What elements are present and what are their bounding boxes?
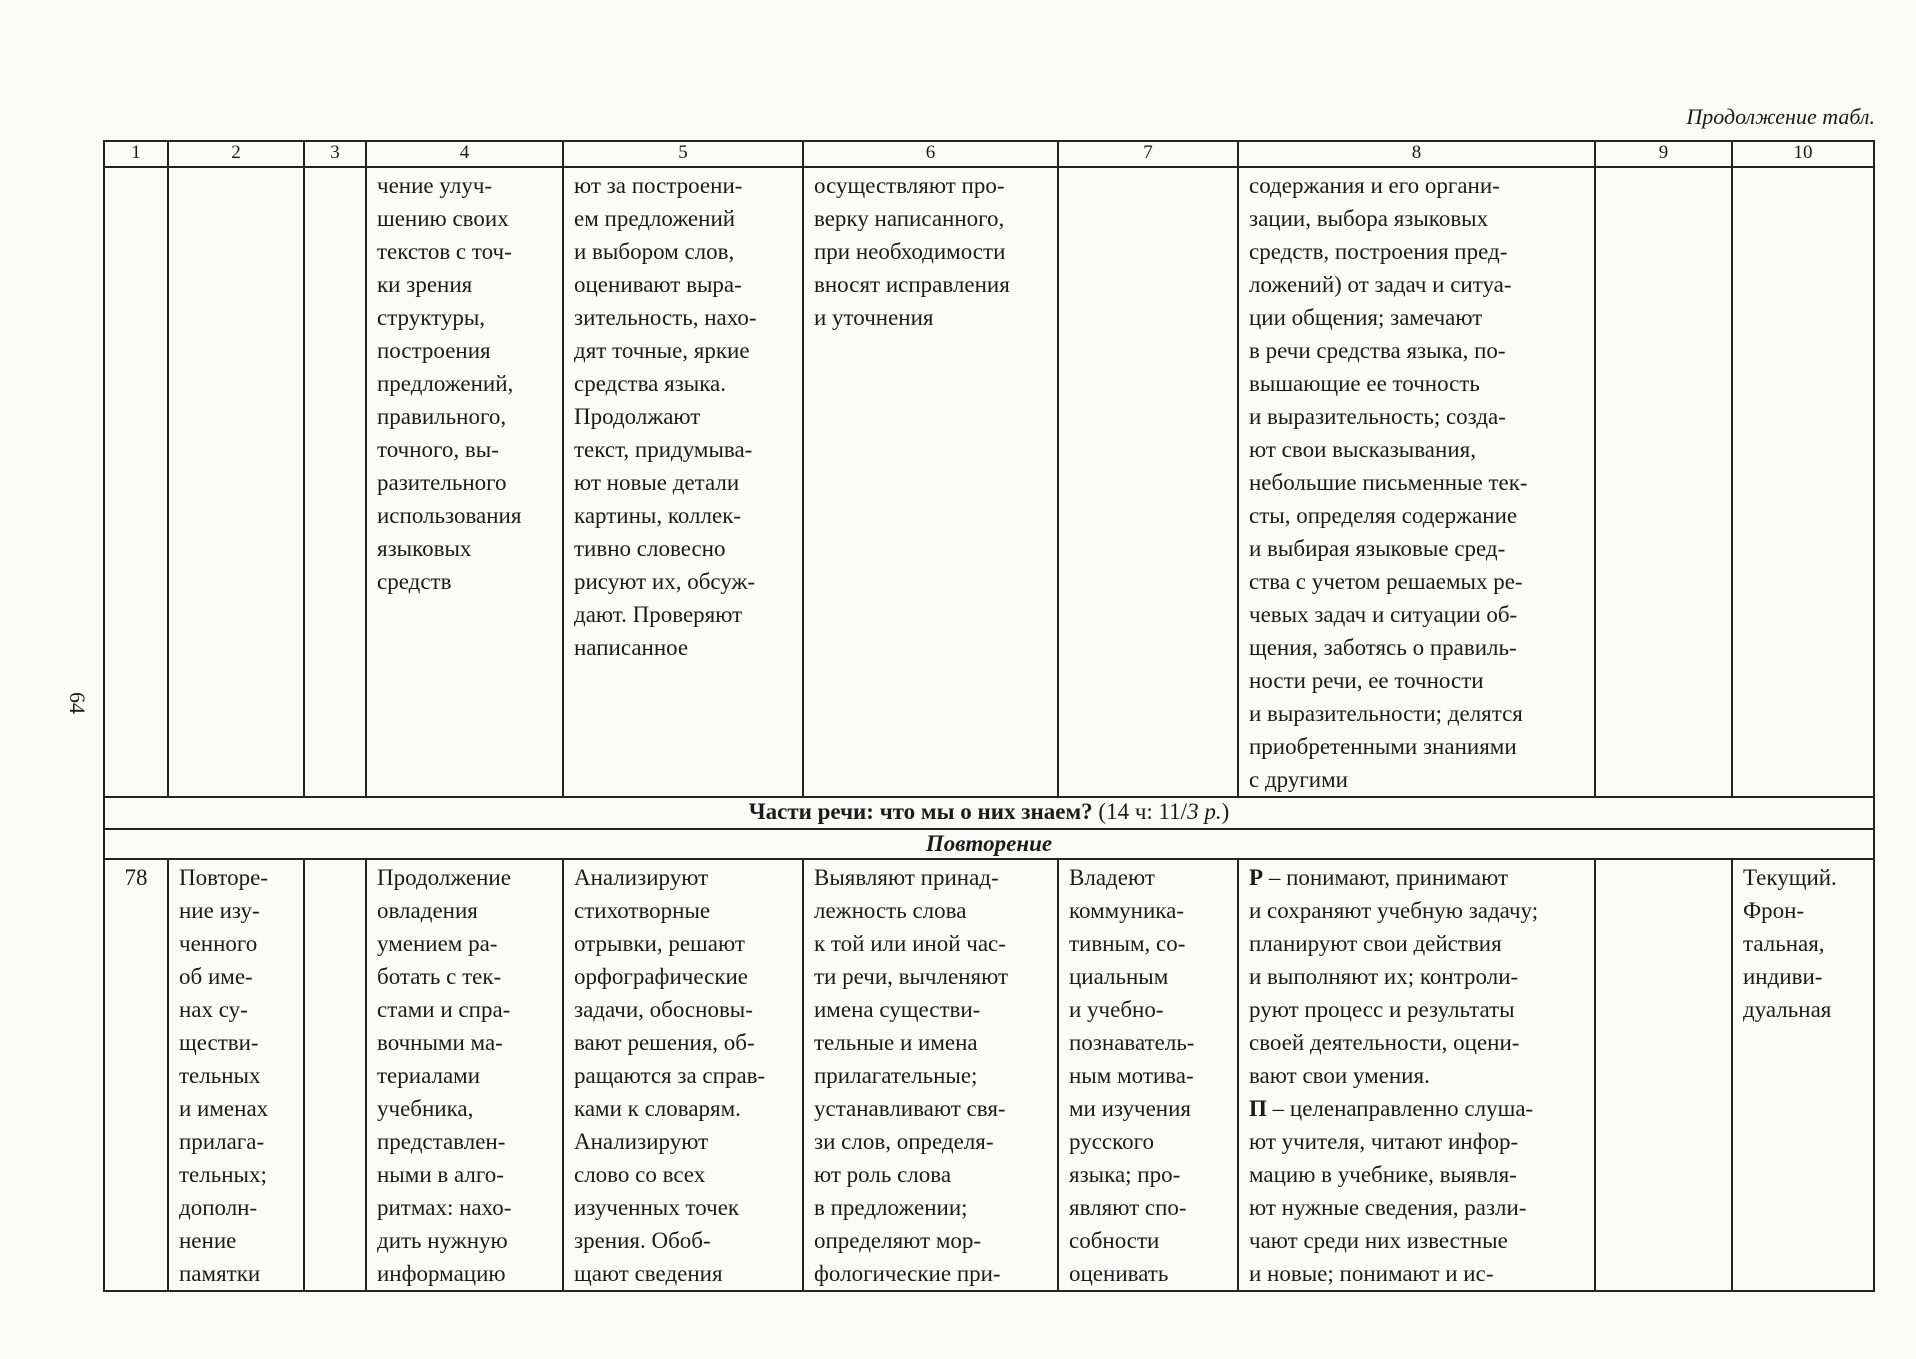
lesson-number: 78 xyxy=(104,859,168,1291)
column-number-header xyxy=(104,141,1874,167)
table-cell xyxy=(304,859,366,1291)
cognitive-label: П xyxy=(1249,1096,1267,1121)
table-cell: Владеют коммуника- тивным, со- циальным и учебно- познаватель- ным мотива- ми изучения русского языка; про- являют спо- собности оценивать xyxy=(1058,859,1238,1291)
column-header: 2 xyxy=(168,141,304,167)
column-header: 6 xyxy=(803,141,1058,167)
column-header: 9 xyxy=(1595,141,1732,167)
regulative-label: Р xyxy=(1249,865,1264,890)
curriculum-table xyxy=(103,140,1875,1292)
table-cell: Выявляют принад- лежность слова к той или иной час- ти речи, вычленяют имена существи- тельные и имена прилагательные; устанавливают свя- зи слов, определя- ют роль слова в предложении; определяют мор- фологические при- xyxy=(803,859,1058,1291)
column-header: 8 xyxy=(1238,141,1595,167)
subsection-heading-row xyxy=(104,829,1874,859)
table-cell: ют за построени- ем предложений и выбором слов, оценивают выра- зительность, нахо- дят точные, яркие средства языка. Продолжают текст, придумыва- ют новые детали картины, коллек- тивно словесно рисуют их, обсуж- дают. Проверяют написанное xyxy=(563,167,803,797)
table-cell xyxy=(1595,167,1732,797)
table-cell xyxy=(1732,167,1874,797)
table-cell xyxy=(304,167,366,797)
table-cell: чение улуч- шению своих текстов с точ- ки зрения структуры, построения предложений, правильного, точного, вы- разительного использования языковых средств xyxy=(366,167,563,797)
table-cell: содержания и его органи- зации, выбора языковых средств, построения пред- ложений) от задач и ситуа- ции общения; замечают в речи средства языка, по- вышающие ее точность и выразительность; созда- ют свои высказывания, небольшие письменные тек- сты, определяя содержание и выбирая языковые сред- ства с учетом решаемых ре- чевых задач и ситуации об- щения, заботясь о правиль- ности речи, ее точности и выразительности; делятся приобретенными знаниями с другими xyxy=(1238,167,1595,797)
column-header: 10 xyxy=(1732,141,1874,167)
page-number: 64 xyxy=(65,692,90,714)
section-heading xyxy=(104,797,1874,829)
column-header: 4 xyxy=(366,141,563,167)
lesson-topic: Повторе- ние изу- ченного об име- нах су- ществи- тельных и именах прилага- тельных; дополн- нение памятки xyxy=(168,859,304,1291)
column-header: 3 xyxy=(304,141,366,167)
regulative-text: – понимают, принимают и сохраняют учебную задачу; планируют свои действия и выполняют их; контроли- руют процесс и результаты своей деятельности, оцени- вают свои умения. xyxy=(1249,865,1539,1088)
control-form: Текущий. Фрон- тальная, индиви- дуальная xyxy=(1732,859,1874,1291)
subsection-heading: Повторение xyxy=(104,829,1874,859)
table-cell xyxy=(104,167,168,797)
table-row xyxy=(104,859,1874,1291)
cognitive-text: – целенаправленно слуша- ют учителя, читают инфор- мацию в учебнике, выявля- ют нужные сведения, разли- чают среди них известные и новые; понимают и ис- xyxy=(1249,1096,1534,1286)
section-title: Части речи: что мы о них знаем? xyxy=(748,799,1093,824)
table-cell xyxy=(1238,859,1595,1291)
section-hours: (14 ч: 11/3 р.) xyxy=(1098,799,1230,824)
table-cell xyxy=(168,167,304,797)
table-cell xyxy=(1058,167,1238,797)
table-cell: осуществляют про- верку написанного, при необходимости вносят исправления и уточнения xyxy=(803,167,1058,797)
table-cell: Продолжение овладения умением ра- ботать с тек- стами и спра- вочными ма- териалами учебника, представлен- ными в алго- ритмах: нахо- дить нужную информацию xyxy=(366,859,563,1291)
column-header: 1 xyxy=(104,141,168,167)
table-cell: Анализируют стихотворные отрывки, решают орфографические задачи, обосновы- вают решения, об- ращаются за справ- ками к словарям. Анализируют слово со всех изученных точек зрения. Обоб- щают сведения xyxy=(563,859,803,1291)
table-cell xyxy=(1595,859,1732,1291)
table-row xyxy=(104,167,1874,797)
column-header: 7 xyxy=(1058,141,1238,167)
table-continuation-caption: Продолжение табл. xyxy=(1686,104,1875,129)
section-heading-row xyxy=(104,797,1874,829)
column-header: 5 xyxy=(563,141,803,167)
